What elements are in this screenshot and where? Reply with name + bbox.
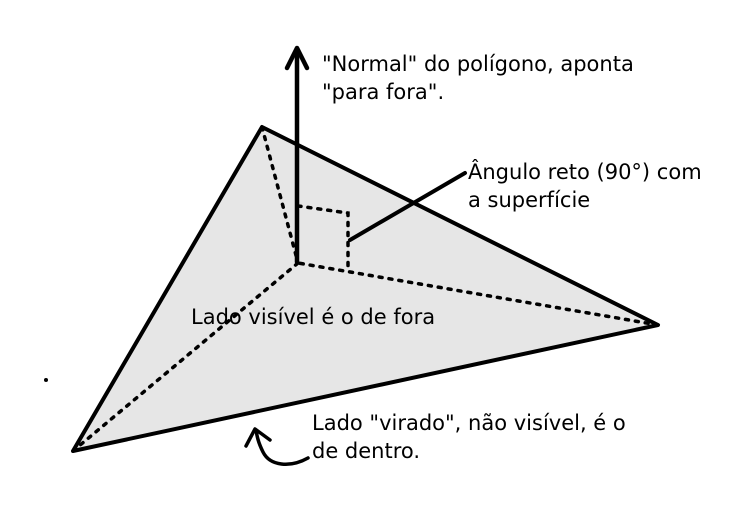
angle-label-line1: Ângulo reto (90°) com (468, 160, 702, 184)
normal-label-line1: "Normal" do polígono, aponta (322, 52, 634, 76)
visible-side-label: Lado visível é o de fora (191, 305, 436, 329)
normal-label-line2: "para fora". (322, 80, 445, 104)
curved-arrow (246, 429, 308, 464)
hidden-side-label-line1: Lado "virado", não visível, é o (312, 411, 626, 435)
angle-label-line2: a superfície (468, 188, 591, 212)
stray-dot (44, 378, 48, 382)
hidden-side-label-line2: de dentro. (312, 439, 421, 463)
